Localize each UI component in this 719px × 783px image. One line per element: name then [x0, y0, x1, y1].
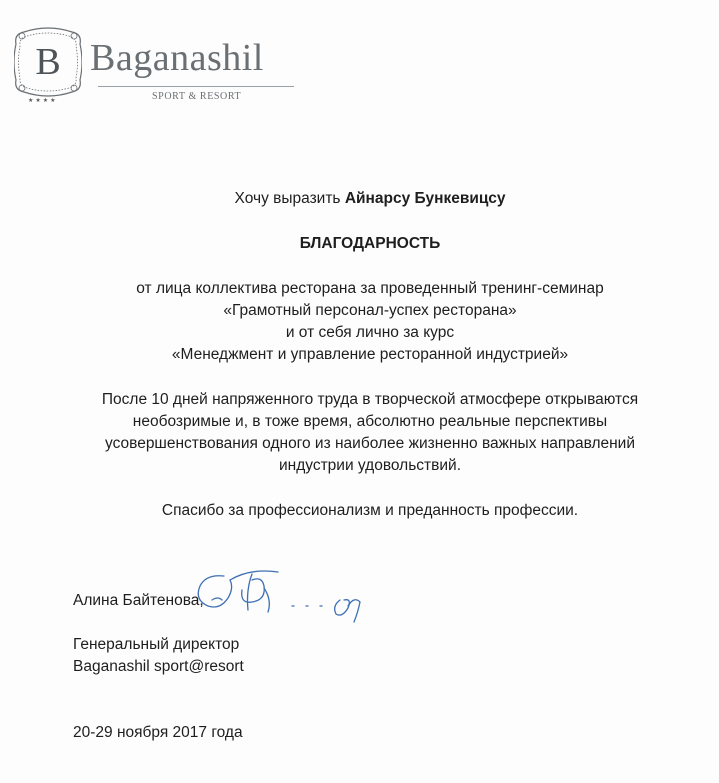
logo-subtitle: SPORT & RESORT [152, 91, 242, 102]
paragraph-line-2: необозримые и, в тоже время, абсолютно реальные перспективы [132, 413, 608, 430]
intro-line-4: «Менеджмент и управление ресторанной индустрией» [171, 346, 569, 363]
greeting-prefix: Хочу выразить [234, 190, 345, 207]
paragraph-line-1: После 10 дней напряженного труда в творческой атмосфере открываются [101, 391, 639, 408]
paragraph-line-3: усовершенствования одного из наиболее жизненно важных направлений [105, 435, 635, 452]
recipient-name: Айнарсу Бункевицсу [344, 190, 506, 207]
letter-heading: БЛАГОДАРНОСТЬ [299, 235, 441, 252]
monogram-logo-icon [14, 26, 82, 98]
company-logo [14, 26, 294, 116]
intro-line-3: и от себя лично за курс [285, 324, 455, 341]
signatory-name: Алина Байтенова, [73, 592, 204, 609]
thanks-line: Спасибо за профессионализм и преданность профессии. [161, 502, 579, 519]
logo-divider [98, 86, 294, 87]
letter-date: 20-29 ноября 2017 года [73, 724, 243, 741]
greeting-line [0, 188, 719, 210]
intro-line-2: «Грамотный персонал-успех ресторана» [223, 302, 517, 319]
handwritten-signature [190, 566, 390, 628]
signatory-company: Baganashil sport@resort [73, 658, 244, 675]
paragraph-line-4: индустрии удовольствий. [279, 457, 461, 474]
signatory-position: Генеральный директор [73, 636, 240, 653]
logo-stars: ★★★★ [28, 97, 58, 104]
svg-text:B: B [35, 41, 61, 83]
intro-line-1: от лица коллектива ресторана за проведенный тренинг-семинар [136, 280, 604, 297]
logo-name: Baganashil [90, 37, 264, 79]
